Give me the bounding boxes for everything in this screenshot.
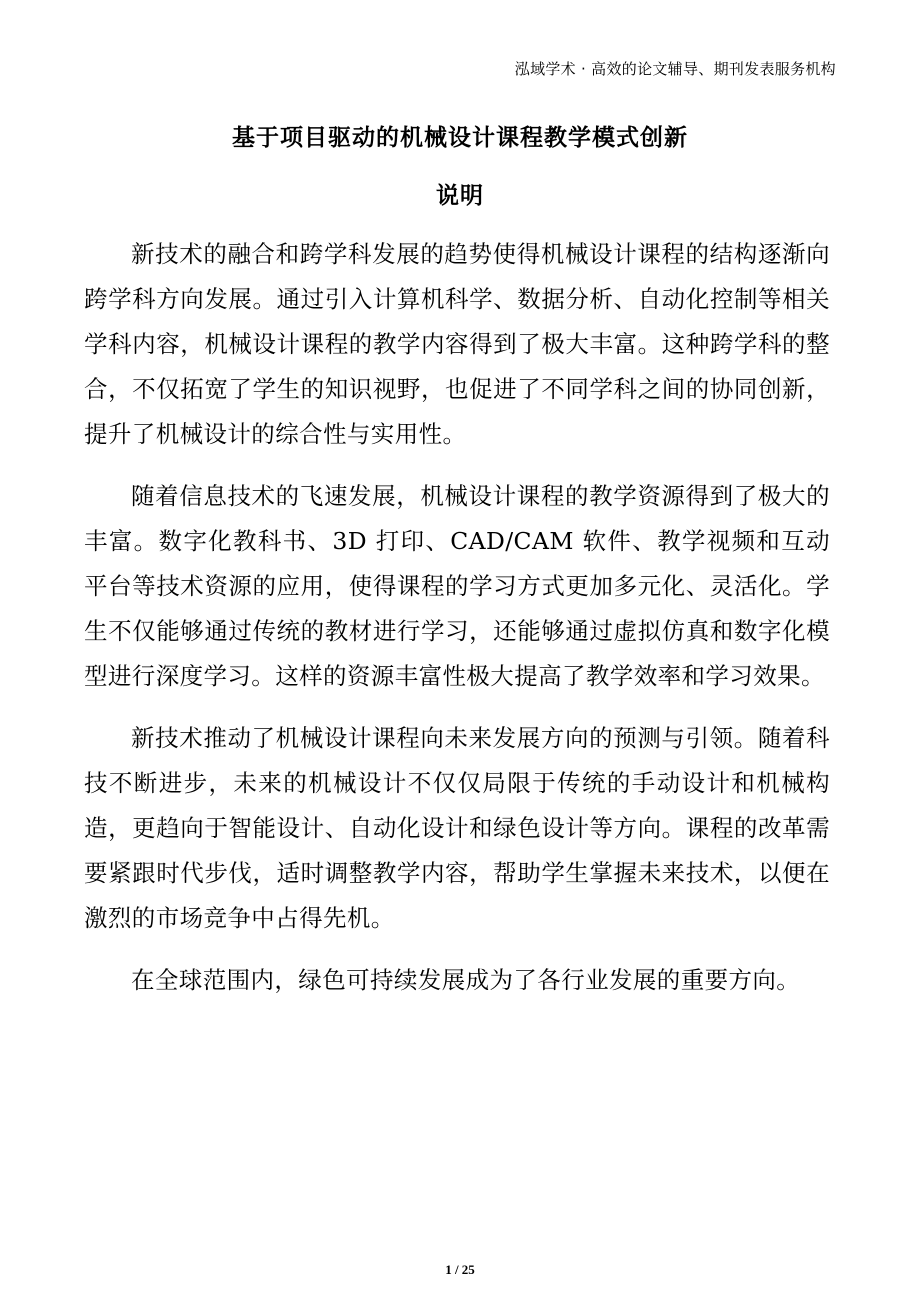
paragraph-2: 随着信息技术的飞速发展，机械设计课程的教学资源得到了极大的丰富。数字化教科书、3D 打印、CAD/CAM 软件、教学视频和互动平台等技术资源的应用，使得课程的学习方式更加多元化、灵活化。学生不仅能够通过传统的教材进行学习，还能够通过虚拟仿真和数字化模型进行深度学习。这样的资源丰富性极大提高了教学效率和学习效果。 bbox=[84, 482, 830, 690]
paragraph-4: 在全球范围内，绿色可持续发展成为了各行业发展的重要方向。 bbox=[131, 966, 801, 994]
header-divider bbox=[84, 86, 836, 87]
paragraph-3: 新技术推动了机械设计课程向未来发展方向的预测与引领。随着科技不断进步，未来的机械设计不仅仅局限于传统的手动设计和机械构造，更趋向于智能设计、自动化设计和绿色设计等方向。课程的改革需要紧跟时代步伐，适时调整教学内容，帮助学生掌握未来技术，以便在激烈的市场竞争中占得先机。 bbox=[84, 724, 830, 932]
document-title: 基于项目驱动的机械设计课程教学模式创新 bbox=[232, 125, 688, 151]
page-header: 泓域学术 · 高效的论文辅导、期刊发表服务机构 bbox=[514, 60, 836, 78]
page-number: 1 / 25 bbox=[445, 1262, 475, 1277]
section-heading: 说明 bbox=[436, 183, 484, 209]
paragraph-1: 新技术的融合和跨学科发展的趋势使得机械设计课程的结构逐渐向跨学科方向发展。通过引入计算机科学、数据分析、自动化控制等相关学科内容，机械设计课程的教学内容得到了极大丰富。这种跨学科的整合，不仅拓宽了学生的知识视野，也促进了不同学科之间的协同创新，提升了机械设计的综合性与实用性。 bbox=[84, 240, 830, 448]
document-body bbox=[84, 232, 830, 1020]
